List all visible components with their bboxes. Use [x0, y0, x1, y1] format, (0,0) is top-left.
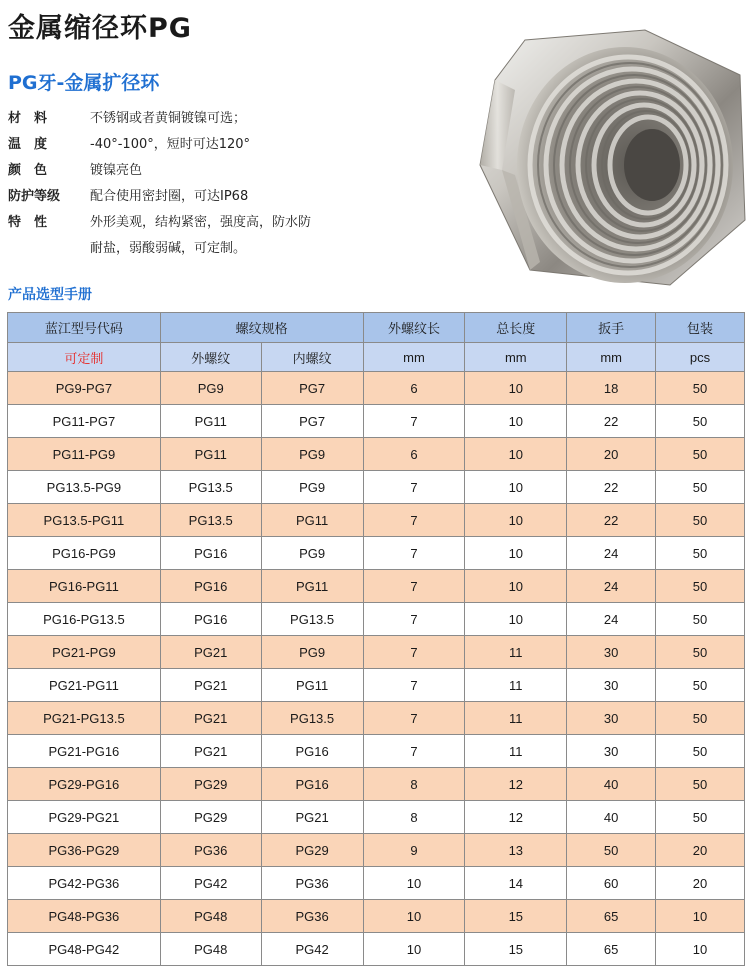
section-title: 产品选型手册 [8, 287, 92, 303]
selection-table [7, 312, 745, 966]
spec-color [8, 158, 368, 184]
table-cell: PG21 [160, 636, 261, 669]
table-row [8, 504, 745, 537]
table-cell: 50 [656, 537, 745, 570]
table-cell: 8 [363, 768, 465, 801]
table-cell: 8 [363, 801, 465, 834]
subheader-unit: pcs [656, 343, 745, 372]
table-cell: 7 [363, 471, 465, 504]
spec-material [8, 106, 368, 132]
table-cell: PG21 [160, 669, 261, 702]
table-cell: 13 [465, 834, 567, 867]
table-cell: PG7 [261, 372, 363, 405]
table-cell: 10 [465, 504, 567, 537]
table-row [8, 834, 745, 867]
table-cell: 50 [656, 801, 745, 834]
spec-temperature [8, 132, 368, 158]
table-cell: PG16-PG11 [8, 570, 161, 603]
table-row [8, 933, 745, 966]
table-cell: 20 [656, 834, 745, 867]
table-cell: 20 [567, 438, 656, 471]
spec-features-continued: 耐盐，弱酸弱碱，可定制。 [90, 241, 247, 256]
table-cell: 10 [465, 537, 567, 570]
table-cell: 50 [656, 438, 745, 471]
spec-label: 特 性 [8, 215, 48, 230]
table-cell: PG16-PG9 [8, 537, 161, 570]
subheader-inner-thread: 内螺纹 [261, 343, 363, 372]
table-cell: 60 [567, 867, 656, 900]
table-cell: 40 [567, 768, 656, 801]
table-cell: 11 [465, 735, 567, 768]
table-cell: 50 [656, 504, 745, 537]
table-cell: 30 [567, 636, 656, 669]
table-cell: 7 [363, 669, 465, 702]
spec-value: 外形美观，结构紧密，强度高，防水防 [90, 215, 312, 230]
table-cell: PG13.5 [160, 471, 261, 504]
spec-label: 材 料 [8, 111, 48, 126]
table-cell: PG36-PG29 [8, 834, 161, 867]
table-row [8, 570, 745, 603]
table-row [8, 702, 745, 735]
table-cell: 10 [656, 900, 745, 933]
table-cell: 22 [567, 471, 656, 504]
table-cell: 30 [567, 735, 656, 768]
table-cell: 7 [363, 603, 465, 636]
table-cell: PG48 [160, 933, 261, 966]
table-cell: 65 [567, 933, 656, 966]
table-cell: PG7 [261, 405, 363, 438]
table-cell: PG21 [160, 735, 261, 768]
table-cell: 10 [465, 438, 567, 471]
table-cell: 14 [465, 867, 567, 900]
header-outer-thread-length: 外螺纹长 [363, 313, 465, 343]
table-cell: PG21 [261, 801, 363, 834]
table-cell: 15 [465, 900, 567, 933]
table-cell: PG11 [160, 405, 261, 438]
page-title: 金属缩径环PG [8, 13, 192, 44]
table-cell: PG29 [261, 834, 363, 867]
table-header-row [8, 313, 745, 343]
table-row [8, 537, 745, 570]
table-cell: 50 [656, 768, 745, 801]
table-cell: PG21-PG9 [8, 636, 161, 669]
table-cell: PG11 [261, 570, 363, 603]
table-cell: 18 [567, 372, 656, 405]
table-cell: 7 [363, 735, 465, 768]
table-cell: PG11-PG7 [8, 405, 161, 438]
table-cell: PG42 [261, 933, 363, 966]
table-row [8, 372, 745, 405]
table-cell: PG16 [160, 570, 261, 603]
table-cell: 10 [465, 603, 567, 636]
table-cell: 7 [363, 405, 465, 438]
table-cell: 65 [567, 900, 656, 933]
table-cell: PG9 [261, 438, 363, 471]
table-cell: 10 [465, 570, 567, 603]
subheader-customizable: 可定制 [8, 343, 161, 372]
table-cell: 10 [363, 867, 465, 900]
spec-value: 不锈钢或者黄铜镀镍可选； [90, 111, 247, 126]
table-cell: PG48-PG42 [8, 933, 161, 966]
table-cell: PG48 [160, 900, 261, 933]
table-row [8, 735, 745, 768]
table-cell: 50 [656, 372, 745, 405]
table-cell: 24 [567, 537, 656, 570]
spec-label: 防护等级 [8, 189, 61, 204]
table-cell: PG9 [261, 537, 363, 570]
table-cell: PG16-PG13.5 [8, 603, 161, 636]
table-cell: PG21-PG11 [8, 669, 161, 702]
table-cell: 40 [567, 801, 656, 834]
spec-label: 温 度 [8, 137, 48, 152]
table-cell: 10 [363, 900, 465, 933]
table-cell: 10 [656, 933, 745, 966]
spec-value: 镀镍亮色 [90, 163, 143, 178]
table-cell: 11 [465, 669, 567, 702]
table-cell: 9 [363, 834, 465, 867]
table-cell: PG48-PG36 [8, 900, 161, 933]
table-cell: 10 [363, 933, 465, 966]
table-row [8, 603, 745, 636]
table-cell: 7 [363, 636, 465, 669]
table-row [8, 471, 745, 504]
table-cell: 15 [465, 933, 567, 966]
table-cell: PG16 [160, 603, 261, 636]
table-cell: PG29 [160, 801, 261, 834]
table-cell: 50 [656, 405, 745, 438]
table-cell: 7 [363, 537, 465, 570]
table-cell: 10 [465, 471, 567, 504]
spec-list [8, 106, 368, 262]
table-cell: PG11-PG9 [8, 438, 161, 471]
spec-protection [8, 184, 368, 210]
table-cell: 22 [567, 405, 656, 438]
table-row [8, 900, 745, 933]
table-row [8, 768, 745, 801]
table-cell: PG21-PG16 [8, 735, 161, 768]
table-cell: PG13.5 [261, 702, 363, 735]
table-subheader-row [8, 343, 745, 372]
table-cell: 50 [656, 570, 745, 603]
table-cell: PG9 [261, 471, 363, 504]
header-thread-spec: 螺纹规格 [160, 313, 363, 343]
table-cell: PG29-PG16 [8, 768, 161, 801]
table-cell: 50 [656, 636, 745, 669]
table-cell: PG29-PG21 [8, 801, 161, 834]
table-cell: 7 [363, 570, 465, 603]
table-cell: 20 [656, 867, 745, 900]
table-cell: PG13.5 [261, 603, 363, 636]
table-row [8, 669, 745, 702]
table-cell: PG9 [160, 372, 261, 405]
table-cell: 10 [465, 405, 567, 438]
header-package: 包装 [656, 313, 745, 343]
table-cell: PG42 [160, 867, 261, 900]
product-subtitle: PG牙-金属扩径环 [8, 72, 160, 94]
table-cell: 30 [567, 669, 656, 702]
table-cell: 11 [465, 702, 567, 735]
table-cell: 7 [363, 504, 465, 537]
table-cell: PG16 [261, 768, 363, 801]
table-cell: PG29 [160, 768, 261, 801]
table-cell: PG42-PG36 [8, 867, 161, 900]
subheader-unit: mm [567, 343, 656, 372]
subheader-outer-thread: 外螺纹 [160, 343, 261, 372]
table-cell: PG36 [261, 900, 363, 933]
table-cell: PG13.5-PG9 [8, 471, 161, 504]
reducer-ring-product-image [440, 0, 750, 300]
spec-value: -40°-100°，短时可达120° [90, 137, 251, 152]
table-cell: PG9-PG7 [8, 372, 161, 405]
table-cell: 22 [567, 504, 656, 537]
table-cell: 12 [465, 768, 567, 801]
table-cell: 50 [656, 669, 745, 702]
subheader-unit: mm [465, 343, 567, 372]
table-cell: 24 [567, 570, 656, 603]
spec-value: 配合使用密封圈，可达IP68 [90, 189, 249, 204]
table-cell: PG13.5 [160, 504, 261, 537]
table-cell: PG11 [160, 438, 261, 471]
header-wrench: 扳手 [567, 313, 656, 343]
spec-features [8, 210, 368, 236]
table-cell: PG21 [160, 702, 261, 735]
table-cell: PG21-PG13.5 [8, 702, 161, 735]
table-cell: 24 [567, 603, 656, 636]
table-cell: 6 [363, 372, 465, 405]
table-row [8, 636, 745, 669]
table-cell: PG36 [261, 867, 363, 900]
table-cell: 6 [363, 438, 465, 471]
table-cell: 12 [465, 801, 567, 834]
table-row [8, 867, 745, 900]
header-total-length: 总长度 [465, 313, 567, 343]
table-cell: 7 [363, 702, 465, 735]
table-cell: PG11 [261, 669, 363, 702]
subheader-unit: mm [363, 343, 465, 372]
table-cell: 50 [656, 702, 745, 735]
table-row [8, 405, 745, 438]
table-row [8, 801, 745, 834]
table-cell: 50 [567, 834, 656, 867]
table-cell: 30 [567, 702, 656, 735]
table-cell: PG9 [261, 636, 363, 669]
table-cell: PG11 [261, 504, 363, 537]
table-cell: 10 [465, 372, 567, 405]
table-row [8, 438, 745, 471]
table-cell: 11 [465, 636, 567, 669]
table-cell: 50 [656, 603, 745, 636]
header-model-code: 蓝江型号代码 [8, 313, 161, 343]
table-cell: PG16 [160, 537, 261, 570]
spec-label: 颜 色 [8, 163, 48, 178]
table-body [8, 372, 745, 966]
table-cell: PG16 [261, 735, 363, 768]
table-cell: PG36 [160, 834, 261, 867]
table-cell: 50 [656, 471, 745, 504]
table-cell: PG13.5-PG11 [8, 504, 161, 537]
table-cell: 50 [656, 735, 745, 768]
